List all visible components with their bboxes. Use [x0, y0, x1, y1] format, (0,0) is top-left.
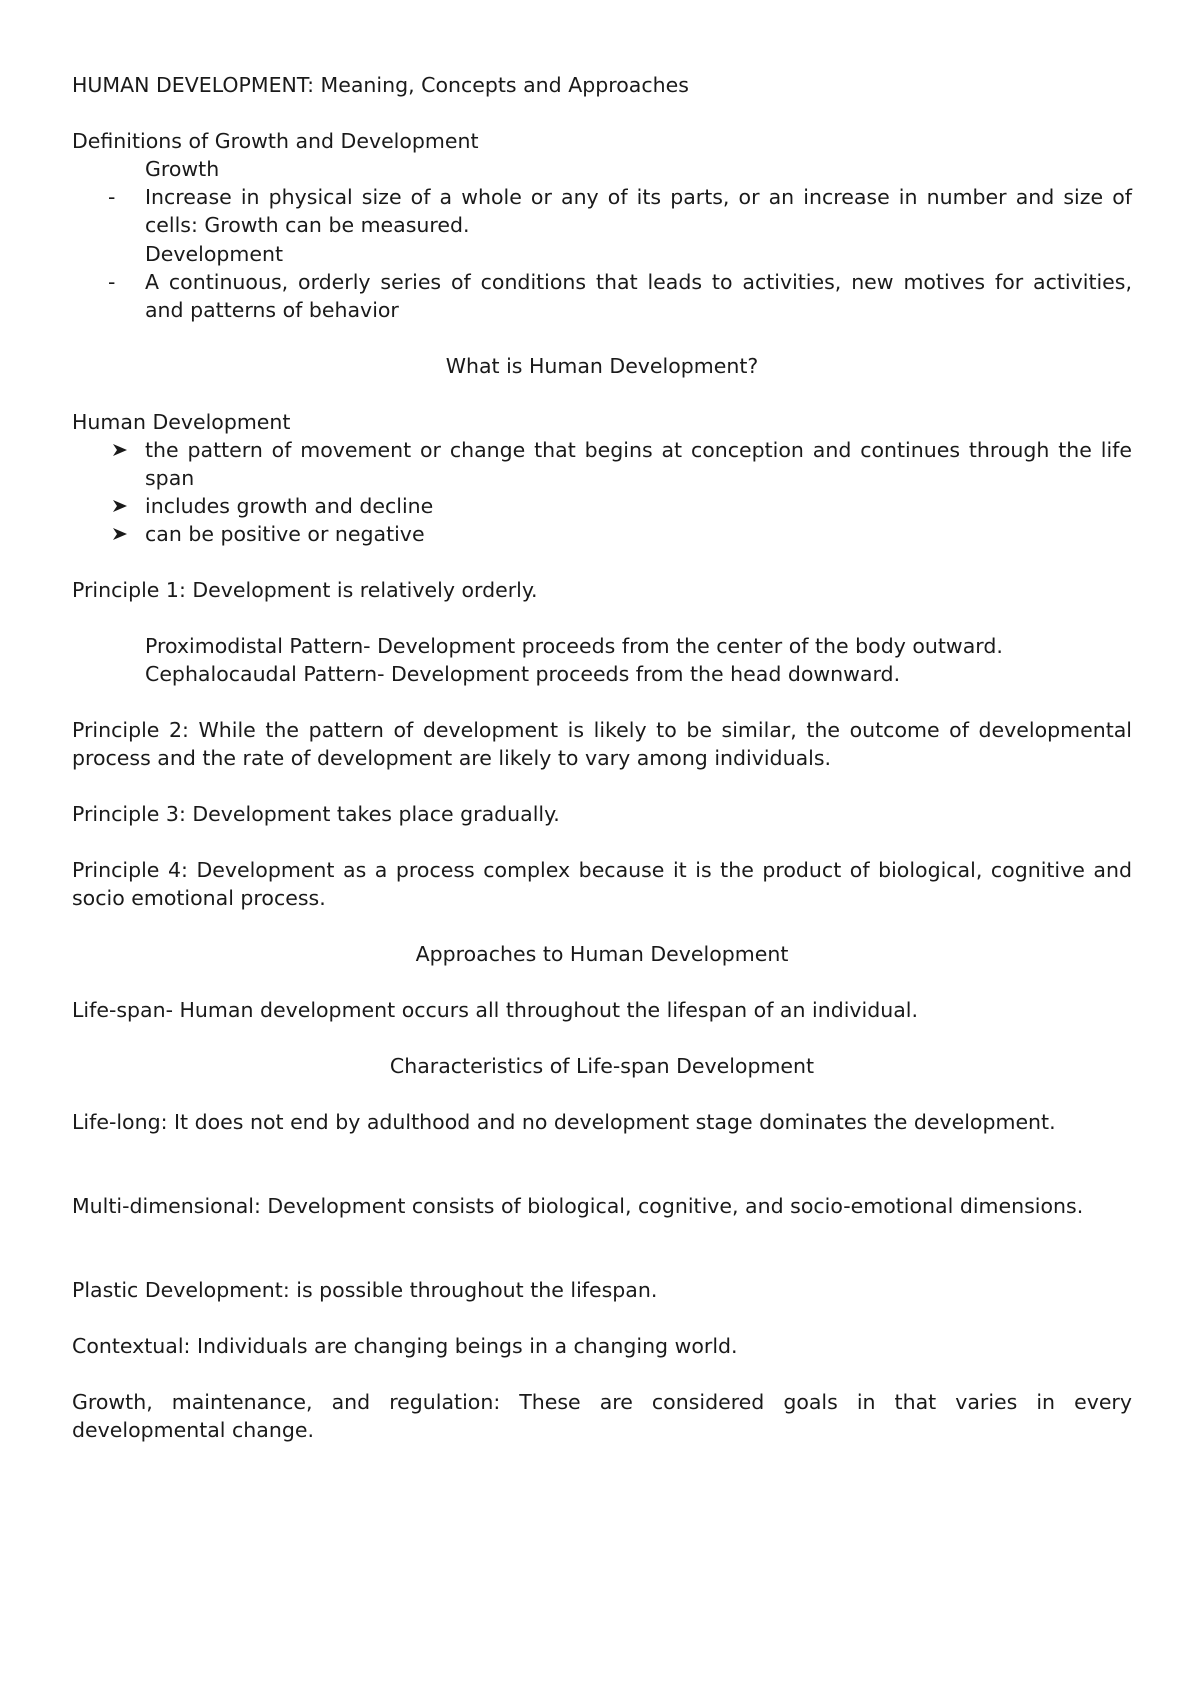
plastic-characteristic: Plastic Development: is possible throughout the lifespan. — [72, 1278, 658, 1302]
what-is-heading: What is Human Development? — [445, 354, 759, 378]
arrowhead-bullet-icon — [110, 520, 130, 548]
principle-2: Principle 2: While the pattern of development is likely to be similar, the outcome of developmental process and the rate of development are likely to vary among individuals. — [72, 718, 1132, 770]
dash-bullet: - — [108, 185, 116, 209]
growth-label: Growth — [145, 157, 220, 181]
proximodistal-pattern: Proximodistal Pattern- Development proceeds from the center of the body outward. — [145, 634, 1003, 658]
cephalocaudal-pattern: Cephalocaudal Pattern- Development proceeds from the head downward. — [145, 662, 901, 686]
growth-definition: Increase in physical size of a whole or any of its parts, or an increase in number and size of cells: Growth can be measured. — [145, 185, 1132, 237]
development-definition: A continuous, orderly series of conditions that leads to activities, new motives for activities, and patterns of behavior — [145, 270, 1132, 322]
document-title: HUMAN DEVELOPMENT: Meaning, Concepts and Approaches — [72, 73, 689, 97]
approaches-heading: Approaches to Human Development — [415, 942, 789, 966]
characteristics-heading: Characteristics of Life-span Development — [389, 1054, 815, 1078]
list-item: the pattern of movement or change that begins at conception and continues through the life span — [145, 438, 1132, 490]
principle-4: Principle 4: Development as a process complex because it is the product of biological, cognitive and socio emotional process. — [72, 858, 1132, 910]
contextual-characteristic: Contextual: Individuals are changing beings in a changing world. — [72, 1334, 738, 1358]
definitions-heading: Definitions of Growth and Development — [72, 129, 479, 153]
development-label: Development — [145, 242, 284, 266]
arrowhead-bullet-icon — [110, 492, 130, 520]
life-long-characteristic: Life-long: It does not end by adulthood and no development stage dominates the development. — [72, 1110, 1056, 1134]
principle-3: Principle 3: Development takes place gradually. — [72, 802, 560, 826]
arrowhead-bullet-icon — [110, 436, 130, 464]
dash-bullet: - — [108, 270, 116, 294]
principle-1: Principle 1: Development is relatively orderly. — [72, 578, 538, 602]
human-development-term: Human Development — [72, 410, 291, 434]
life-span-approach: Life-span- Human development occurs all throughout the lifespan of an individual. — [72, 998, 919, 1022]
list-item: can be positive or negative — [145, 522, 425, 546]
list-item: includes growth and decline — [145, 494, 434, 518]
multi-dimensional-characteristic: Multi-dimensional: Development consists of biological, cognitive, and socio-emotional dimensions. — [72, 1194, 1084, 1218]
growth-maintenance-characteristic: Growth, maintenance, and regulation: These are considered goals in that varies in every developmental change. — [72, 1390, 1132, 1442]
